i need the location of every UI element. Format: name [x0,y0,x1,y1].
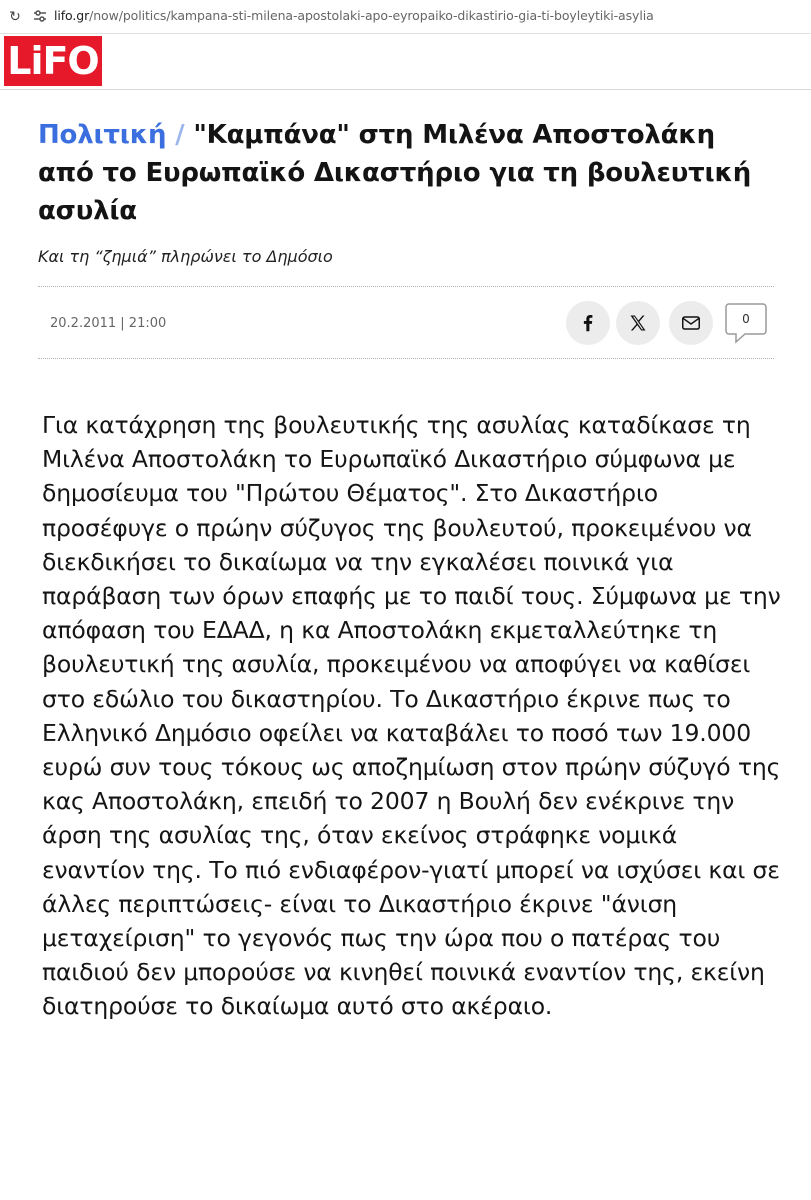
article-body: Για κατάχρηση της βουλευτικής της ασυλίας καταδίκασε τη Μιλένα Αποστολάκη το Ευρωπαϊκό Δικαστήριο σύμφωνα με δημοσίευμα του "Πρώτου Θέματος". Στο Δικαστήριο προσέφυγε ο πρώην σύζυγος της βουλευτού, προκειμένου να διεκδικήσει το δικαίωμα να την εγκαλέσει ποινικά για παράβαση των όρων επαφής με το παιδί τους. Σύμφωνα με την απόφαση του ΕΔΑΔ, η κα Αποστολάκη εκμεταλλεύτηκε τη βουλευτική της ασυλία, προκειμένου να αποφύγει να καθίσει στο εδώλιο του δικαστηρίου. Το Δικαστήριο έκρινε πως το Ελληνικό Δημόσιο οφείλει να καταβάλει το ποσό των 19.000 ευρώ συν τους τόκους ως αποζημίωση στον πρώην σύζυγό της κας Αποστολάκη, επειδή το 2007 η Βουλή δεν ενέκρινε την άρση της ασυλίας της, όταν εκείνος στράφηκε νομικά εναντίον της. Το πιό ενδιαφέρον-γιατί μπορεί να ισχύσει και σε άλλες περιπτώσεις- είναι το Δικαστήριο έκρινε "άνιση μεταχείριση" το γεγονός πως την ώρα που ο πατέρας του παιδιού δεν μπορούσε να κινηθεί ποινικά εναντίον της, εκείνη διατηρούσε το δικαίωμα αυτό στο ακέραιο. [42,411,781,1021]
category-link[interactable]: Πολιτική [38,120,167,150]
facebook-icon [577,312,599,334]
category-separator: / [175,120,185,150]
mail-icon [680,312,702,334]
url-host: lifo.gr [54,8,90,23]
share-x-button[interactable] [616,301,660,345]
url-field[interactable] [54,8,654,23]
article-title: "Καμπάνα" στη Μιλένα Αποστολάκη από το Ευρωπαϊκό Δικαστήριο για τη βουλευτική ασυλία [38,120,752,226]
site-logo[interactable]: LiFO [4,36,102,86]
share-facebook-button[interactable] [566,301,610,345]
site-settings-icon[interactable] [32,8,48,24]
article-title-block [38,116,778,230]
url-path: /now/politics/kampana-sti-milena-apostolaki-apo-eyropaiko-dikastirio-gia-ti-boyleytiki-asylia [89,8,654,23]
share-email-button[interactable] [669,301,713,345]
divider-top [38,286,774,287]
divider-bottom [38,358,774,359]
x-icon [628,313,648,333]
reload-icon[interactable]: ↻ [9,8,21,24]
article-subtitle: Και τη “ζημιά” πληρώνει το Δημόσιο [38,247,333,266]
article-date: 20.2.2011 | 21:00 [50,316,167,331]
comments-button[interactable] [723,301,769,345]
comments-count: 0 [742,312,750,326]
browser-address-bar [0,0,811,34]
site-header [0,34,811,90]
